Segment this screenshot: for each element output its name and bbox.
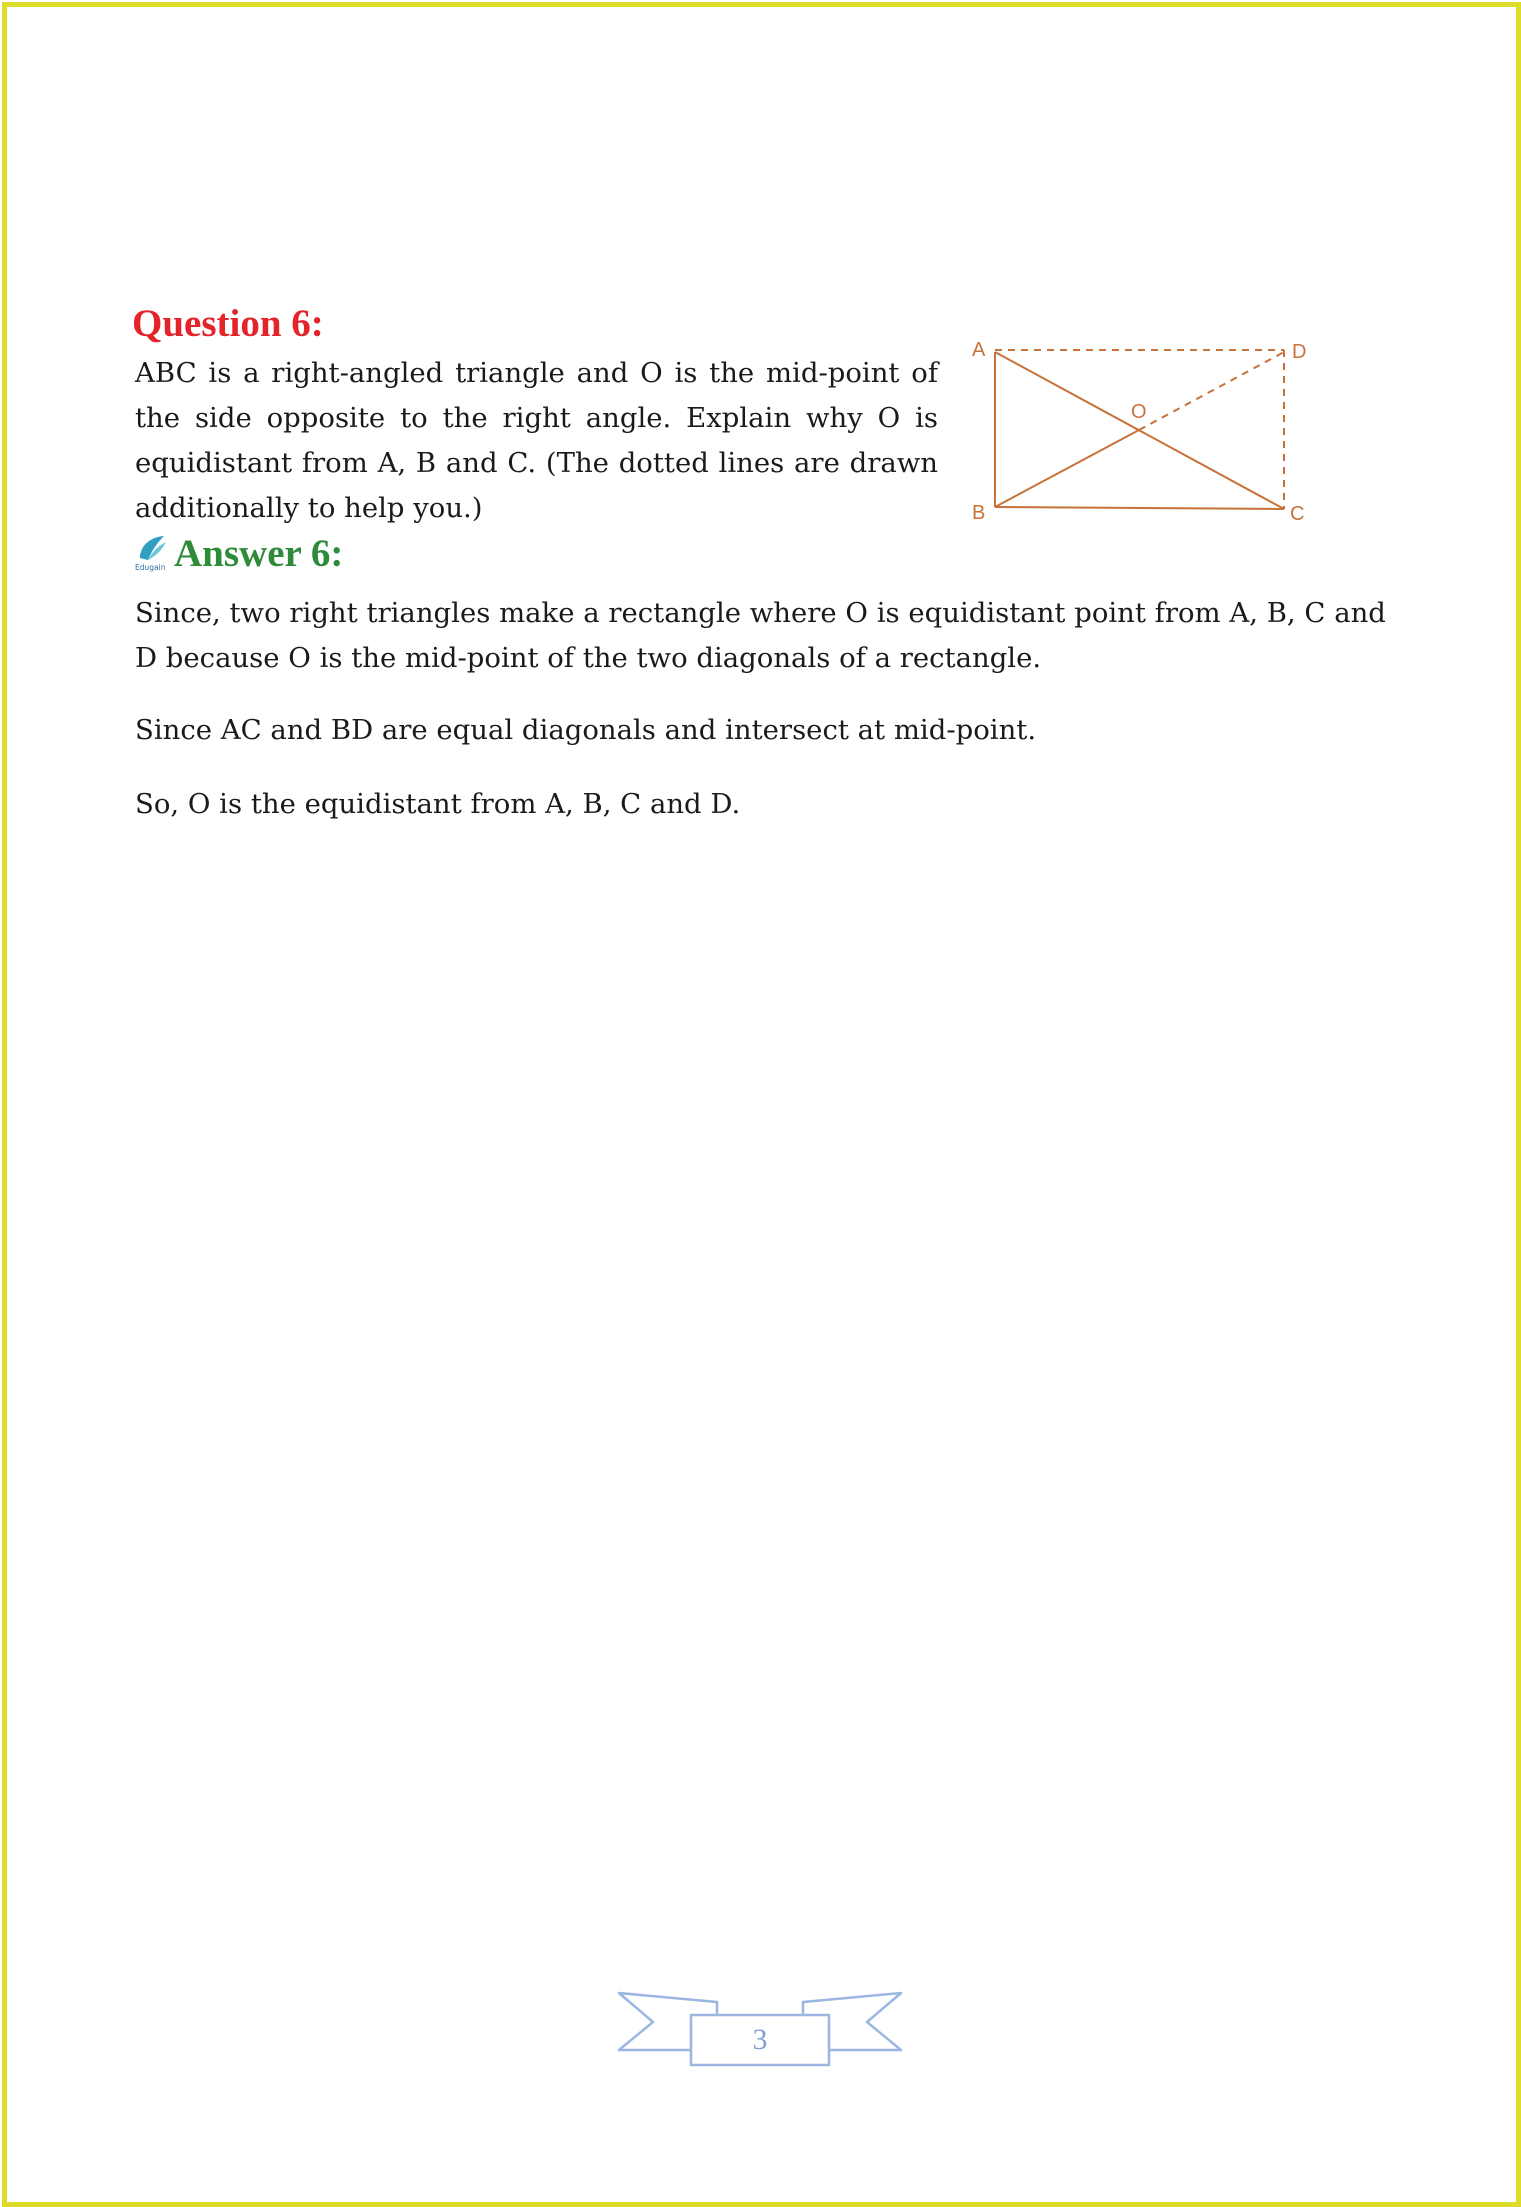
edugain-logo-icon [134,534,170,572]
diagonal-od-dashed [1139,352,1284,430]
question-text: ABC is a right-angled triangle and O is the mid-point of the side opposite to the right angle. Explain why O is equidistant from A, B and C. (The dotted lines are drawn additionally to help you.) [135,357,938,524]
answer-heading [134,528,343,578]
answer-paragraph: Since AC and BD are equal diagonals and intersect at mid-point. [135,714,1037,746]
question-heading: Question 6: [132,302,324,345]
svg-text:Edugain: Edugain [135,563,166,572]
answer-title: Answer 6: [174,531,344,575]
vertex-label-d: D [1292,341,1307,363]
answer-paragraph: So, O is the equidistant from A, B, C and D. [135,788,741,820]
answer-paragraph: Since, two right triangles make a rectangle where O is equidistant point from A, B, C and D because O is the mid-point of the two diagonals of a rectangle. [135,597,1386,674]
rectangle-abcd-figure [966,334,1326,534]
diagonal-bo [995,430,1139,507]
vertex-label-c: C [1290,503,1305,525]
vertex-label-a: A [972,339,986,361]
page-number: 3 [752,2023,768,2056]
midpoint-label-o: O [1131,401,1147,423]
vertex-label-b: B [972,502,986,524]
side-bc [995,507,1284,509]
